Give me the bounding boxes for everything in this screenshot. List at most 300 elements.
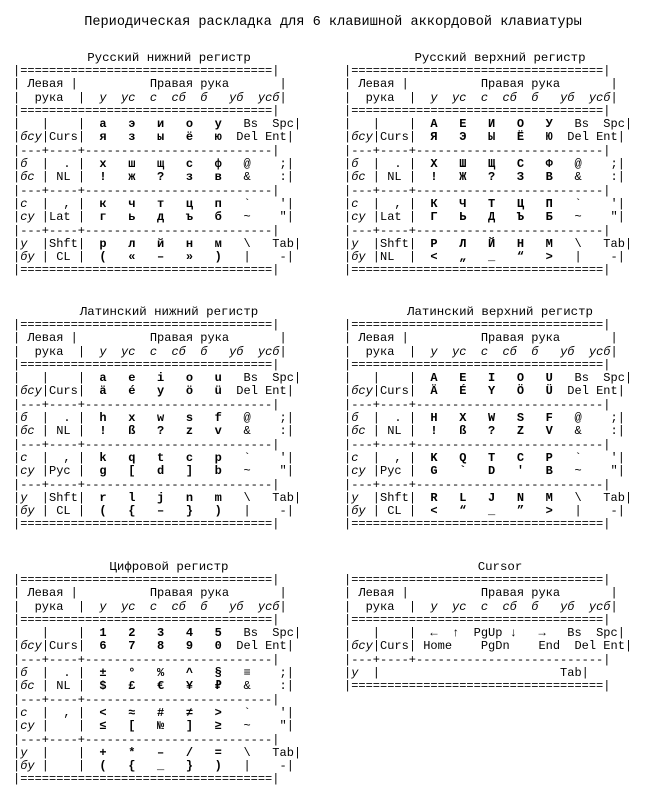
table-cell: | — [408, 384, 417, 399]
table-cell: | — [344, 130, 352, 145]
table-cell: ß — [106, 424, 136, 439]
table-cell: Curs — [380, 384, 409, 399]
table-cell: | — [344, 331, 352, 346]
table-cell: y — [135, 384, 165, 399]
table-row — [344, 439, 632, 452]
table-cell: | — [13, 504, 21, 519]
table-cell: | — [617, 170, 625, 185]
table-cell: б — [20, 666, 28, 681]
table-cell: Ы — [466, 130, 496, 145]
table-cell: | — [560, 77, 618, 92]
table-cell: b — [193, 464, 222, 479]
table-cell: рука — [351, 90, 395, 105]
table-cell: бс — [20, 170, 35, 185]
table-cell: Tab — [250, 236, 294, 251]
table-row — [344, 319, 632, 332]
table-cell: B — [524, 464, 553, 479]
table-cell: уб — [538, 344, 575, 359]
table-cell: Bs — [545, 626, 582, 641]
table-cell: | — [344, 599, 352, 614]
table-cell: U — [524, 371, 553, 386]
table-cell: | — [617, 384, 625, 399]
table-cell: | — [372, 639, 381, 654]
table-cell: Ent — [257, 130, 287, 145]
table-row — [344, 385, 632, 398]
table-cell: ↑ — [437, 626, 460, 641]
table-cell: CL — [49, 504, 71, 519]
table-row — [13, 654, 301, 667]
table-cell: ° — [106, 666, 136, 681]
layout-table — [13, 65, 301, 278]
table-cell: с — [351, 196, 359, 211]
table-cell: ' — [581, 196, 618, 211]
table-cell: | — [13, 250, 21, 265]
table-cell: NL — [49, 424, 71, 439]
table-cell: | — [358, 196, 381, 211]
table-cell: | — [63, 331, 78, 346]
table-cell: Д — [466, 210, 496, 225]
table-cell: + — [85, 745, 107, 760]
table-cell: | — [27, 666, 50, 681]
table-cell: | — [279, 344, 287, 359]
table-cell: Del — [221, 384, 258, 399]
table-cell: End — [509, 639, 561, 654]
table-cell: су — [351, 210, 366, 225]
table-cell: № — [135, 719, 165, 734]
table-row — [344, 614, 632, 627]
table-cell: | — [293, 117, 302, 132]
table-cell: | — [286, 719, 294, 734]
table-cell: – — [135, 250, 165, 265]
table-cell: j — [135, 490, 165, 505]
table-cell: Curs — [49, 639, 78, 654]
table-cell: ′ — [495, 464, 525, 479]
table-cell: рука — [351, 344, 395, 359]
table-cell: . — [380, 411, 402, 426]
table-cell: Tab — [581, 236, 625, 251]
table-cell: | — [286, 450, 294, 465]
table-cell: | — [617, 157, 625, 172]
table-cell: | — [70, 424, 86, 439]
table-cell: t — [135, 450, 165, 465]
table-cell: |===================================| — [344, 517, 611, 532]
table-cell: R — [416, 490, 438, 505]
table-cell: ; — [250, 411, 287, 426]
table-cell: ) — [193, 504, 222, 519]
table-cell: | — [70, 411, 86, 426]
table-cell: E — [437, 371, 467, 386]
table-row — [344, 574, 632, 587]
panel-title: Cursor — [477, 560, 523, 574]
table-cell: усб — [574, 344, 611, 359]
table-cell: | — [610, 90, 618, 105]
table-cell: бу — [351, 250, 366, 265]
table-cell: ~ — [221, 464, 251, 479]
table-row — [344, 185, 632, 198]
table-cell: | — [617, 130, 625, 145]
table-row — [13, 627, 301, 640]
table-cell: | — [293, 745, 302, 760]
table-cell: _ — [466, 504, 496, 519]
table-cell: " — [250, 210, 287, 225]
table-cell: ) — [193, 250, 222, 265]
table-cell: ус — [106, 344, 136, 359]
table-cell: | — [358, 236, 381, 251]
table-cell: | — [358, 411, 381, 426]
table-cell: |===================================| — [344, 573, 611, 587]
table-cell: | — [70, 464, 86, 479]
table-cell: у — [416, 344, 438, 359]
table-cell: NL — [49, 170, 71, 185]
table-cell: > — [193, 705, 222, 720]
table-cell: | — [221, 759, 251, 774]
table-cell: ус — [437, 599, 467, 614]
table-cell: ? — [135, 170, 165, 185]
table-cell: | — [344, 371, 352, 386]
table-cell: | — [63, 344, 86, 359]
table-cell: – — [135, 504, 165, 519]
table-cell: | — [344, 464, 352, 479]
table-cell: у — [85, 90, 107, 105]
table-cell: г — [85, 210, 107, 225]
table-cell: п — [193, 196, 222, 211]
table-cell: s — [164, 411, 194, 426]
table-row — [13, 359, 301, 372]
table-cell: | — [70, 705, 86, 720]
table-cell: Левая — [351, 77, 395, 92]
table-cell: | — [617, 504, 625, 519]
table-cell: Рус — [49, 464, 71, 479]
table-cell: и — [135, 117, 165, 132]
table-cell: Рус — [380, 464, 402, 479]
table-row — [13, 412, 301, 425]
table-cell: „ — [437, 250, 467, 265]
table-row — [13, 225, 301, 238]
table-cell: | — [70, 196, 86, 211]
table-cell: A — [416, 371, 438, 386]
table-row — [344, 680, 632, 693]
table-cell: | — [27, 411, 50, 426]
table-cell: |===================================| — [13, 64, 280, 78]
table-cell: K — [416, 450, 438, 465]
table-cell: | — [286, 705, 294, 720]
table-cell: L — [437, 490, 467, 505]
table-row — [344, 65, 632, 78]
table-cell: | — [344, 450, 352, 465]
table-row — [13, 439, 301, 452]
table-cell: | — [401, 157, 417, 172]
table-cell: | — [34, 464, 50, 479]
table-cell: Y — [466, 384, 496, 399]
table-row — [344, 518, 632, 531]
table-cell: 0 — [193, 639, 222, 654]
table-cell: ~ — [221, 210, 251, 225]
table-cell: T — [466, 450, 496, 465]
table-cell: бсу — [20, 130, 42, 145]
table-cell: | — [13, 759, 21, 774]
table-cell: | — [344, 117, 352, 132]
table-cell: | — [13, 745, 21, 760]
table-cell: ~ — [552, 210, 582, 225]
table-cell: | — [13, 90, 21, 105]
table-row — [13, 707, 301, 720]
table-cell: | — [344, 170, 352, 185]
table-cell: рука — [20, 90, 64, 105]
table-cell: с — [135, 344, 158, 359]
table-row — [13, 385, 301, 398]
table-cell: | — [394, 90, 417, 105]
table-cell: у — [351, 666, 359, 681]
table-cell: Р — [416, 236, 438, 251]
layout-table — [13, 319, 301, 532]
table-cell: | — [34, 719, 50, 734]
table-cell: | — [279, 599, 287, 614]
table-cell: | — [13, 196, 21, 211]
table-row — [13, 518, 301, 531]
table-cell: “ — [495, 250, 525, 265]
table-row — [344, 158, 632, 171]
table-cell: p — [193, 450, 222, 465]
table-cell: | — [581, 666, 589, 681]
table-cell: - — [250, 759, 287, 774]
table-cell: ! — [416, 170, 438, 185]
table-cell: Curs — [380, 130, 409, 145]
table-cell: : — [250, 679, 287, 694]
table-cell: | — [13, 719, 21, 734]
table-cell: | — [229, 331, 287, 346]
table-cell: в — [193, 170, 222, 185]
table-cell: |===================================| — [344, 679, 611, 694]
table-cell: \ — [221, 745, 251, 760]
table-row — [13, 131, 301, 144]
table-cell: Shft — [380, 490, 409, 505]
table-cell: | — [20, 117, 50, 132]
table-cell: NL — [380, 250, 395, 265]
table-row — [13, 171, 301, 184]
table-cell: \ — [552, 490, 582, 505]
table-cell: | — [344, 490, 352, 505]
table-cell: Ч — [437, 196, 467, 211]
table-cell: | — [358, 450, 381, 465]
table-cell: ж — [106, 170, 136, 185]
table-cell: су — [20, 719, 35, 734]
table-cell: " — [581, 210, 618, 225]
table-cell: | — [286, 411, 294, 426]
table-cell: | — [41, 639, 50, 654]
table-cell: уб — [207, 90, 244, 105]
table-cell: ? — [466, 424, 496, 439]
table-cell: я — [85, 130, 107, 145]
table-cell: м — [193, 236, 222, 251]
table-cell: Э — [437, 130, 467, 145]
table-cell: Spc — [257, 626, 294, 641]
table-row — [13, 601, 301, 614]
table-cell: ' — [250, 705, 287, 720]
table-cell: { — [106, 504, 136, 519]
table-cell: ' — [250, 450, 287, 465]
table-cell: су — [20, 464, 35, 479]
table-cell: з — [164, 170, 194, 185]
table-cell: | — [365, 170, 381, 185]
table-row — [344, 654, 632, 667]
table-row — [13, 238, 301, 251]
table-cell: | — [401, 210, 417, 225]
table-cell: Правая рука — [77, 586, 230, 601]
table-cell: | — [70, 210, 86, 225]
table-cell: б — [351, 157, 359, 172]
table-cell: |---+----+--------------------------| — [344, 223, 611, 238]
table-cell: В — [524, 170, 553, 185]
table-cell: | — [13, 666, 21, 681]
table-cell: F — [524, 411, 553, 426]
table-cell: | — [27, 705, 50, 720]
table-cell: ч — [106, 196, 136, 211]
table-cell: бсу — [351, 384, 373, 399]
table-cell: 9 — [164, 639, 194, 654]
table-row — [13, 667, 301, 680]
table-cell: J — [466, 490, 496, 505]
table-cell: Ж — [437, 170, 467, 185]
table-cell: И — [466, 117, 496, 132]
table-cell: | — [229, 586, 287, 601]
table-cell: \ — [221, 236, 251, 251]
table-cell: | — [49, 626, 86, 641]
table-cell: | — [34, 170, 50, 185]
table-cell: | — [344, 196, 352, 211]
table-cell: | — [358, 157, 381, 172]
table-cell: H — [416, 411, 438, 426]
panel-title: Русский верхний регистр — [414, 51, 586, 65]
table-cell: Ё — [495, 130, 525, 145]
table-cell: |===================================| — [344, 64, 611, 78]
table-cell: с — [20, 705, 28, 720]
table-cell: | — [77, 384, 86, 399]
table-cell: |---+----+--------------------------| — [344, 652, 611, 667]
table-row — [344, 627, 632, 640]
table-cell: к — [85, 196, 107, 211]
table-row — [13, 92, 301, 105]
table-cell: | — [617, 424, 625, 439]
panel-title: Русский нижний регистр — [87, 51, 251, 65]
table-cell: | — [617, 250, 625, 265]
table-cell: ; — [250, 157, 287, 172]
table-cell: ё — [164, 130, 194, 145]
table-cell: | — [394, 599, 417, 614]
table-cell: | — [560, 331, 618, 346]
table-cell: | — [27, 196, 50, 211]
table-cell: | — [394, 344, 417, 359]
table-cell: Я — [416, 130, 438, 145]
table-cell: у — [416, 599, 438, 614]
table-cell: Tab — [250, 745, 294, 760]
table-cell: ↓ — [502, 626, 517, 641]
table-row — [13, 251, 301, 264]
table-cell: NL — [380, 170, 402, 185]
table-row — [344, 346, 632, 359]
table-cell: ¥ — [164, 679, 194, 694]
table-cell: X — [437, 411, 467, 426]
table-cell: k — [85, 450, 107, 465]
table-cell: v — [193, 424, 222, 439]
table-cell: б — [516, 344, 539, 359]
table-cell: | — [408, 639, 417, 654]
table-cell: К — [416, 196, 438, 211]
table-cell: ` — [221, 196, 251, 211]
table-cell: |---+----+--------------------------| — [344, 477, 611, 492]
table-cell: бс — [351, 170, 366, 185]
table-cell: 6 — [85, 639, 107, 654]
table-cell: u — [193, 371, 222, 386]
table-row — [13, 505, 301, 518]
table-cell: 5 — [193, 626, 222, 641]
table-cell: | — [344, 504, 352, 519]
table-cell: CL — [49, 250, 71, 265]
table-cell: | — [401, 450, 417, 465]
table-cell: Г — [416, 210, 438, 225]
table-row — [13, 452, 301, 465]
table-cell: С — [495, 157, 525, 172]
table-row — [13, 399, 301, 412]
table-cell: | — [344, 384, 352, 399]
table-cell: бсу — [351, 130, 373, 145]
table-cell: | — [63, 77, 78, 92]
table-cell: бс — [20, 424, 35, 439]
table-cell: Ш — [437, 157, 467, 172]
table-cell: ü — [193, 384, 222, 399]
table-cell: | — [358, 490, 381, 505]
page-title: Периодическая раскладка для 6 клавишной аккордовой клавиатуры — [84, 15, 582, 30]
table-cell: | — [229, 77, 287, 92]
table-cell: у — [20, 490, 28, 505]
table-row — [344, 78, 632, 91]
layout-table — [344, 574, 632, 694]
table-cell: | — [365, 250, 381, 265]
table-cell: | — [286, 157, 294, 172]
table-cell: | — [344, 210, 352, 225]
table-cell: | — [401, 504, 417, 519]
table-cell: бсу — [351, 639, 373, 654]
table-cell: | — [13, 599, 21, 614]
table-cell: |===================================| — [344, 263, 611, 278]
table-cell: 8 — [135, 639, 165, 654]
table-cell: : — [581, 170, 618, 185]
table-cell: | — [27, 236, 50, 251]
table-row — [344, 412, 632, 425]
table-row — [13, 479, 301, 492]
table-cell: Ü — [524, 384, 553, 399]
table-row — [344, 587, 632, 600]
table-cell: , — [380, 450, 402, 465]
table-cell: |===================================| — [13, 517, 280, 532]
table-cell: ₽ — [193, 679, 222, 694]
table-cell: й — [135, 236, 165, 251]
table-cell: | — [293, 490, 302, 505]
table-cell: Tab — [380, 666, 582, 681]
table-cell: у — [193, 117, 222, 132]
table-cell: Т — [466, 196, 496, 211]
table-cell: | — [77, 490, 86, 505]
table-cell: | — [286, 250, 294, 265]
table-cell: с — [135, 90, 158, 105]
table-cell: ы — [135, 130, 165, 145]
table-cell: | — [70, 157, 86, 172]
table-cell: | — [13, 679, 21, 694]
table-cell: |---+----+--------------------------| — [344, 183, 611, 198]
table-cell: | — [70, 666, 86, 681]
table-cell: Правая рука — [408, 331, 561, 346]
table-row — [13, 680, 301, 693]
table-cell: V — [524, 424, 553, 439]
